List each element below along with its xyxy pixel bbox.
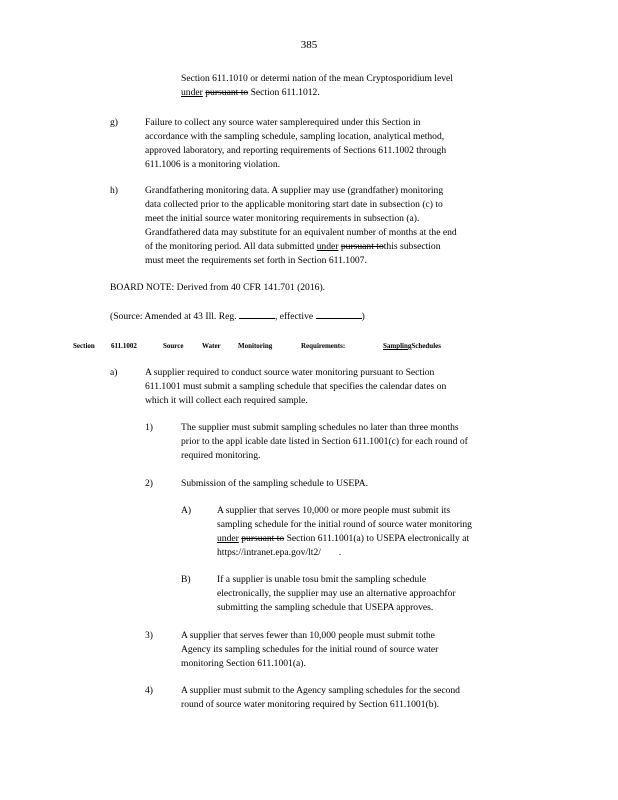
source-effective: , effective [274,311,314,322]
paragraph-a3 [181,629,501,671]
text-line [110,308,510,324]
text-line: A supplier that serves 10,000 or more people must submit its [217,505,451,516]
text-fragment: Section 611.1001(a) to USEPA electronically at [286,533,470,544]
text-line: which it will collect each required sample. [145,395,308,406]
register-blank [239,308,275,319]
deleted-text: pursuant to [205,87,249,98]
item-label-1: 1) [145,422,153,433]
text-fragment: Schedules [411,342,441,350]
paragraph-a1 [181,421,539,463]
item-label-g: g) [110,117,118,128]
text-line: A supplier must submit to the Agency sampling schedules for the second [181,685,460,696]
text-line: Agency its sampling schedules for the initial round of source water [181,644,439,655]
text-line: electronically, the supplier may use an alternative approachfor [217,588,456,599]
inserted-text: under [217,533,239,544]
text-line: If a supplier is unable tosu bmit the sampling schedule [217,574,427,585]
paragraph-g [145,116,518,172]
item-label-A: A) [181,505,192,516]
text-line: data collected prior to the applicable monitoring start date in subsection (c) to [145,199,443,210]
text-fragment: Section 611.1012. [250,87,320,98]
inserted-text: under [316,241,339,252]
text-line: The supplier must submit sampling schedules no later than three months [181,422,459,433]
page-number: 385 [300,39,318,51]
text-line: required monitoring. [181,450,261,461]
item-label-3: 3) [145,630,153,641]
board-note [110,281,510,295]
text-line: Grandfathering monitoring data. A supplier may use (grandfather) monitoring [145,185,444,196]
text-line: approved laboratory, and reporting requirements of Sections 611.1002 through [145,145,447,156]
effective-date-blank [316,308,362,319]
paragraph-a [145,366,525,408]
heading-word: Monitoring [238,342,273,350]
text-line: submitting the sampling schedule that USEPA approves. [217,602,434,613]
item-label-2: 2) [145,478,153,489]
text-fragment: . [338,547,342,558]
text-line: accordance with the sampling schedule, sampling location, analytical method, [145,131,445,142]
text-fragment: of the monitoring period. All data submitted [145,241,315,252]
heading-word: Water [202,342,221,350]
deleted-text: pursuant to [340,241,384,252]
text-line: Submission of the sampling schedule to USEPA. [181,478,368,489]
heading-word: Requirements: [301,342,346,350]
text-line: A supplier required to conduct source water monitoring pursuant to Section [145,367,435,378]
text-line [217,532,530,546]
heading-word [383,339,441,353]
text-line: Section 611.1010 or determi nation of the mean Cryptosporidium level [181,73,453,84]
text-line: meet the initial source water monitoring requirements in subsection (a). [145,213,420,224]
text-line: must meet the requirements set forth in Section 611.1007. [145,255,367,266]
text-line: Grandfathered data may substitute for an equivalent number of months at the end [145,227,457,238]
text-line: Failure to collect any source water samplerequired under this Section in [145,117,421,128]
section-number: 611.1002 [111,342,137,350]
text-line [145,240,525,254]
source-note [110,308,510,324]
text-line: sampling schedule for the initial round of source water monitoring [217,519,472,530]
text-line: prior to the appl icable date listed in Section 611.1001(c) for each round of [181,436,468,447]
inserted-text: under [181,87,203,98]
paragraph-a4 [181,684,529,712]
inserted-text: Sampling [383,342,412,350]
deleted-text: pursuant to [241,533,285,544]
item-label-4: 4) [145,685,153,696]
paragraph-h [145,184,525,268]
text-line: 611.1006 is a monitoring violation. [145,159,281,170]
item-label-h: h) [110,185,118,196]
source-suffix: ) [361,311,365,322]
text-line [217,546,530,560]
source-prefix: (Source: Amended at 43 Ill. Reg. [110,311,237,322]
text-line: 611.1001 must submit a sampling schedule that specifies the calendar dates on [145,381,447,392]
text-fragment: this subsection [383,241,441,252]
section-word: Section [73,342,95,350]
continued-paragraph [181,72,518,100]
text-line: A supplier that serves fewer than 10,000 people must submit tothe [181,630,435,641]
url-text: https://intranet.epa.gov/lt2/ [217,547,321,558]
paragraph-A [217,504,530,560]
item-label-B: B) [181,574,191,585]
board-note-text: BOARD NOTE: Derived from 40 CFR 141.701 (2016). [110,282,326,293]
text-line [181,86,518,100]
paragraph-B [217,573,530,615]
item-label-a: a) [110,367,118,378]
text-line: monitoring Section 611.1001(a). [181,658,306,669]
paragraph-a2 [181,477,539,491]
heading-word: Source [163,342,184,350]
text-line: round of source water monitoring required by Section 611.1001(b). [181,699,440,710]
